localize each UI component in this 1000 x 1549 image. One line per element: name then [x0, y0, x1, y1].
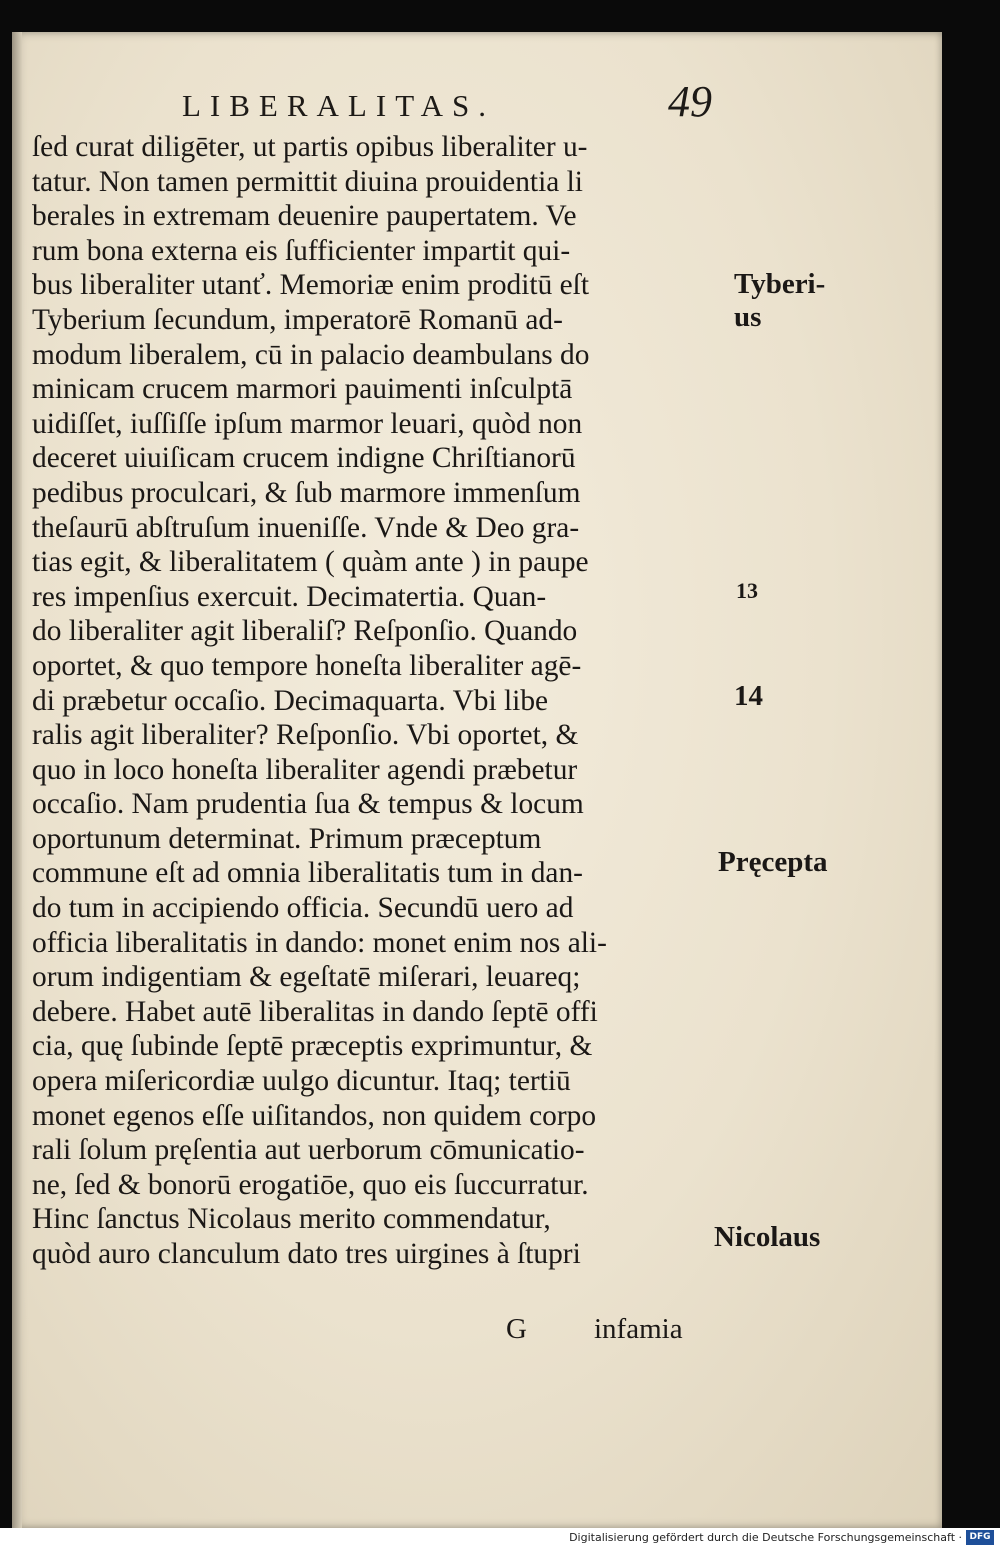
text-line: officia liberalitatis in dando: monet enim nos ali- [32, 926, 607, 959]
margin-note-nicolaus: Nicolaus [714, 1221, 821, 1253]
text-line: do tum in accipiendo officia. Secundū uero ad [32, 892, 574, 925]
book-page [12, 32, 942, 1528]
dfg-logo: DFG [966, 1530, 994, 1545]
text-line: oportet, & quo tempore honeſta liberaliter agē- [32, 649, 582, 682]
text-line: occaſio. Nam prudentia ſua & tempus & locum [32, 788, 584, 821]
text-line: ſed curat diligēter, ut partis opibus liberaliter u- [32, 131, 588, 163]
text-line: debere. Habet autē liberalitas in dando ſeptē offi [32, 995, 598, 1028]
running-head: LIBERALITAS. [182, 88, 496, 123]
margin-note-tyberius: Tyberi- us [734, 268, 826, 333]
text-line: uidiſſet, iuſſiſſe ipſum marmor leuari, quòd non [32, 407, 583, 440]
text-line: berales in extremam deuenire paupertatem. Ve [32, 200, 577, 233]
text-line: quo in loco honeſta liberaliter agendi præbetur [32, 753, 578, 786]
funding-notice: Digitalisierung gefördert durch die Deutsche Forschungsgemeinschaft · [569, 1531, 962, 1544]
text-line: quòd auro clanculum dato tres uirgines à ſtupri [32, 1238, 581, 1270]
text-line: commune eſt ad omnia liberalitatis tum in dan- [32, 857, 583, 890]
catchword: infamia [594, 1313, 683, 1345]
text-line: modum liberalem, cū in palacio deambulans do [32, 338, 590, 371]
margin-note-13: 13 [736, 578, 758, 603]
page-gutter-shadow [12, 32, 22, 1528]
text-line: orum indigentiam & egeſtatē miſerari, leuareq; [32, 961, 581, 994]
margin-note-precepta: Pręcepta [718, 846, 828, 878]
text-line: do liberaliter agit liberaliſ? Reſponſio. Quando [32, 615, 578, 648]
text-line: monet egenos eſſe uiſitandos, non quidem corpo [32, 1099, 597, 1132]
text-line: ralis agit liberaliter? Reſponſio. Vbi oportet, & [32, 719, 579, 752]
text-line: theſaurū abſtruſum inueniſſe. Vnde & Deo gra- [32, 511, 580, 544]
text-line: res impenſius exercuit. Decimatertia. Quan- [32, 580, 547, 613]
text-line: pedibus proculcari, & ſub marmore immenſum [32, 476, 581, 509]
body-text [32, 130, 732, 1272]
text-line: bus liberaliter utanť. Memoriæ enim proditū eſt [32, 269, 589, 302]
text-line: opera miſericordiæ uulgo dicuntur. Itaq; tertiū [32, 1065, 571, 1098]
text-line: Tyberium ſecundum, imperatorē Romanū ad- [32, 303, 563, 336]
signature-mark: G [506, 1313, 527, 1345]
text-line: cia, quę ſubinde ſeptē præceptis exprimuntur, & [32, 1030, 593, 1063]
text-line: rum bona externa eis ſufficienter impartit qui- [32, 234, 571, 267]
text-line: Hinc ſanctus Nicolaus merito commendatur, [32, 1203, 551, 1236]
page-number: 49 [668, 77, 712, 126]
scan-footer [0, 1528, 1000, 1549]
text-line: minicam crucem marmori pauimenti inſculptā [32, 373, 573, 406]
text-line: oportunum determinat. Primum præceptum [32, 822, 542, 855]
text-line: deceret uiuiſicam crucem indigne Chriſtianorū [32, 442, 576, 475]
text-line: di præbetur occaſio. Decimaquarta. Vbi libe [32, 684, 549, 717]
text-line: tatur. Non tamen permittit diuina prouidentia li [32, 165, 583, 198]
margin-note-14: 14 [734, 680, 763, 712]
text-line: ne, ſed & bonorū erogatiōe, quo eis ſuccurratur. [32, 1168, 589, 1201]
text-line: rali ſolum pręſentia aut uerborum cōmunicatio- [32, 1134, 585, 1167]
text-line: tias egit, & liberalitatem ( quàm ante ) in paupe [32, 546, 589, 579]
